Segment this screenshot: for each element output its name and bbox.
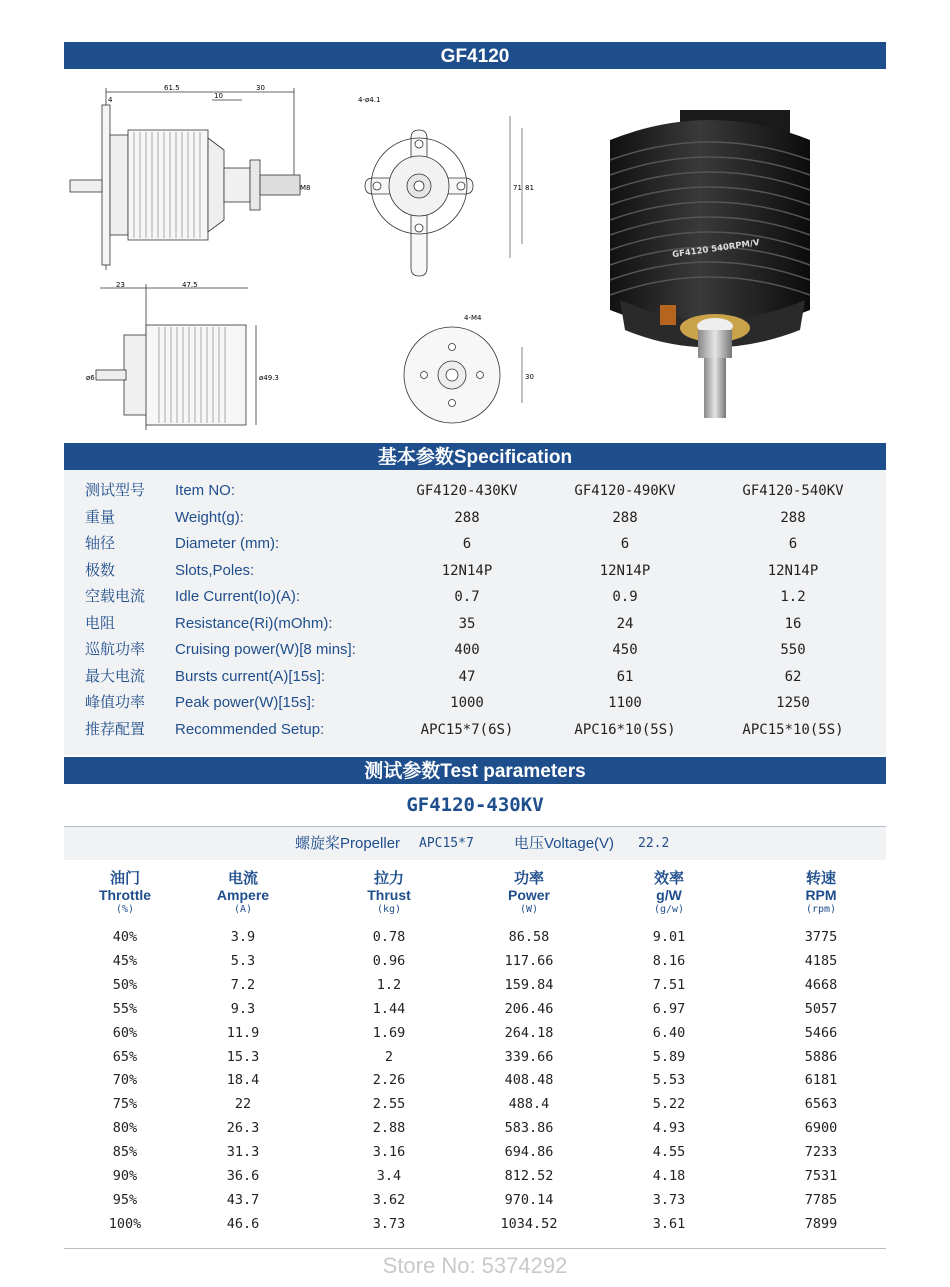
table-cell: 45% [112,952,138,969]
table-cell: 6.40 [652,1024,686,1041]
spec-label-cn: 轴径 [85,535,116,552]
table-cell: 7785 [804,1191,838,1208]
table-cell: 1034.52 [500,1215,558,1232]
table-cell: 5886 [804,1048,838,1065]
table-cell: 2.88 [372,1120,406,1137]
spec-row [64,690,886,716]
table-cell: 43.7 [226,1191,260,1208]
table-cell: 55% [112,1000,138,1017]
side-view-drawing-2 [64,280,324,440]
table-cell: 95% [112,1191,138,1208]
table-cell: 970.14 [504,1191,554,1208]
table-cell: 9.3 [230,1000,256,1017]
table-cell: 11.9 [226,1024,260,1041]
motor-label: GF4120 540RPM/V [671,238,761,261]
spec-value: 12N14P [767,562,819,579]
spec-value: 1000 [450,695,484,711]
header-thrust: 拉力 Thrust (kg) [367,870,411,915]
header-rpm: 转速 RPM (rpm) [805,870,837,915]
motor-photo [600,100,830,430]
propeller-label: 螺旋桨Propeller [295,835,401,852]
side-view-drawing [64,80,324,280]
spec-row [64,558,886,584]
table-cell: 0.96 [372,952,406,969]
dim-m8: M8 [300,184,311,192]
spec-label-en: Diameter (mm): [175,535,280,552]
spec-value: 6 [620,536,630,552]
spec-value: 61 [616,668,634,685]
spec-label-en: Weight(g): [175,508,244,526]
table-cell: 4.93 [652,1120,686,1137]
table-cell: 4668 [804,976,838,993]
table-cell: 408.48 [504,1072,554,1089]
table-cell: 46.6 [226,1215,260,1232]
spec-value: 12N14P [441,562,493,579]
table-cell: 1.44 [372,1000,406,1017]
table-cell: 7899 [804,1215,838,1232]
spec-value: 1250 [776,695,810,711]
table-cell: 0.78 [372,929,406,945]
table-cell: 36.6 [226,1168,260,1184]
table-cell: 812.52 [504,1168,554,1184]
spec-value: 400 [454,642,480,658]
spec-value: 450 [612,642,638,658]
table-cell: 6563 [804,1096,838,1113]
test-model-heading: GF4120-430KV [406,794,544,816]
table-cell: 3.73 [652,1191,686,1208]
table-cell: 3775 [804,929,838,945]
table-cell: 339.66 [504,1048,554,1065]
header-throttle: 油门 Throttle (%) [98,870,152,915]
table-cell: 2.55 [372,1096,406,1113]
voltage-value: 22.2 [638,836,670,851]
spec-label-cn: 最大电流 [85,667,146,685]
table-cell: 5.3 [230,952,256,969]
table-cell: 694.86 [504,1144,554,1161]
back-view-drawing [390,305,540,445]
table-cell: 5057 [804,1000,838,1017]
table-cell: 206.46 [504,1000,554,1017]
propeller-voltage-bar [64,826,886,860]
table-cell: 1.69 [372,1024,406,1041]
spec-row [64,717,886,743]
spec-label-cn: 巡航功率 [85,641,146,658]
table-cell: 4.18 [652,1168,686,1184]
table-cell: 3.73 [372,1215,406,1232]
spec-value: 288 [454,509,480,526]
table-cell: 3.4 [376,1168,402,1184]
spec-value: 62 [784,668,802,685]
table-cell: 65% [112,1048,138,1065]
spec-row [64,637,886,663]
spec-row [64,478,886,504]
spec-label-en: Slots,Poles: [175,561,255,579]
spec-label-en: Cruising power(W)[8 mins]: [175,641,356,658]
spec-label-en: Resistance(Ri)(mOhm): [175,614,333,632]
table-cell: 7.51 [652,976,686,993]
spec-value: GF4120-490KV [574,483,676,499]
table-cell: 70% [112,1072,138,1089]
table-cell: 50% [112,976,138,993]
test-title-bar [64,757,886,784]
spec-value: 16 [784,615,802,632]
table-cell: 7531 [804,1168,838,1184]
dim-d6: ø6 [86,374,95,382]
spec-value: 47 [458,668,476,685]
spec-value: 550 [780,642,806,658]
spec-label-en: Bursts current(A)[15s]: [175,667,326,685]
table-cell: 80% [112,1120,138,1137]
spec-row [64,664,886,690]
table-cell: 86.58 [508,929,550,945]
table-cell: 1.2 [376,976,402,993]
table-cell: 7.2 [230,976,256,993]
spec-value: APC16*10(5S) [574,721,676,738]
table-cell: 75% [112,1096,138,1113]
table-cell: 5.22 [652,1096,686,1113]
table-cell: 159.84 [504,976,554,993]
table-cell: 60% [112,1024,138,1041]
dim-81: 81 [525,184,534,192]
table-cell: 6.97 [652,1000,686,1017]
product-title-bar [64,42,886,69]
dim-47-5: 47.5 [182,281,198,289]
spec-row [64,584,886,610]
dim-d49-3: ø49.3 [259,374,279,382]
spec-value: 1.2 [780,589,806,605]
spec-label-cn: 极数 [85,561,116,579]
table-cell: 5.53 [652,1072,686,1089]
spec-value: GF4120-540KV [742,483,844,499]
table-cell: 3.62 [372,1191,406,1208]
spec-row [64,611,886,637]
table-cell: 6181 [804,1072,838,1089]
propeller-value: APC15*7 [419,836,474,851]
product-title: GF4120 [440,46,510,67]
spec-row [64,505,886,531]
table-cell: 3.16 [372,1144,406,1161]
table-cell: 6900 [804,1120,838,1137]
spec-value: 24 [616,615,634,632]
table-cell: 40% [112,929,138,945]
table-cell: 90% [112,1168,138,1184]
table-cell: 4.55 [652,1144,686,1161]
table-cell: 8.16 [652,952,686,969]
spec-label-cn: 空载电流 [85,588,146,605]
front-view-drawing [330,86,540,286]
table-cell: 3.9 [230,929,256,945]
spec-value: 288 [780,509,806,526]
spec-label-cn: 电阻 [85,614,116,632]
spec-label-cn: 测试型号 [85,482,146,499]
table-cell: 5.89 [652,1048,686,1065]
spec-title: 基本参数Specification [377,447,573,468]
dim-71: 71 [513,184,522,192]
header-power: 功率 Power (W) [507,870,550,915]
table-cell: 9.01 [652,929,686,945]
table-cell: 15.3 [226,1048,260,1065]
voltage-label: 电压Voltage(V) [514,835,615,852]
spec-value: APC15*10(5S) [742,721,844,738]
spec-value: 6 [462,536,472,552]
table-cell: 100% [108,1215,142,1232]
spec-value: GF4120-430KV [416,483,518,499]
spec-value: 12N14P [599,562,651,579]
table-cell: 583.86 [504,1120,554,1137]
header-efficiency: 效率 g/W (g/w) [653,870,685,915]
spec-value: 35 [458,615,476,632]
spec-label-en: Idle Current(Io)(A): [175,588,301,605]
dim-30b: 30 [525,373,534,381]
table-cell: 18.4 [226,1072,260,1089]
spec-label-cn: 峰值功率 [85,694,146,711]
test-title: 测试参数Test parameters [364,761,586,782]
dim-61-5: 61.5 [164,84,180,92]
dim-4-m4: 4-M4 [464,314,482,322]
table-cell: 264.18 [504,1024,554,1041]
spec-row [64,531,886,557]
spec-value: 1100 [608,695,642,711]
table-cell: 4185 [804,952,838,969]
spec-label-cn: 推荐配置 [85,720,146,738]
spec-value: 0.7 [454,589,480,605]
table-cell: 3.61 [652,1215,686,1232]
table-cell: 85% [112,1144,138,1161]
spec-value: 288 [612,509,638,526]
table-cell: 488.4 [508,1096,550,1113]
table-cell: 26.3 [226,1120,260,1137]
dim-30: 30 [256,84,265,92]
spec-label-cn: 重量 [85,508,116,526]
table-cell: 31.3 [226,1144,260,1161]
spec-label-en: Item NO: [175,482,236,499]
spec-value: 6 [788,536,798,552]
spec-value: APC15*7(6S) [420,721,514,738]
spec-table [64,470,886,755]
table-cell: 2 [384,1048,394,1065]
header-ampere: 电流 Ampere (A) [216,870,270,915]
table-cell: 7233 [804,1144,838,1161]
dim-23: 23 [116,281,125,289]
table-cell: 5466 [804,1024,838,1041]
table-cell: 2.26 [372,1072,406,1089]
dim-10: 10 [214,92,223,100]
store-watermark: Store No: 5374292 [382,1253,568,1278]
spec-title-bar [64,443,886,470]
dim-4: 4 [108,96,113,104]
spec-label-en: Recommended Setup: [175,720,325,738]
spec-label-en: Peak power(W)[15s]: [175,694,316,711]
spec-value: 0.9 [612,589,638,605]
table-cell: 117.66 [504,952,554,969]
dim-4-d4-1: 4-ø4.1 [358,96,381,104]
divider [64,1248,886,1249]
table-cell: 22 [234,1096,252,1113]
